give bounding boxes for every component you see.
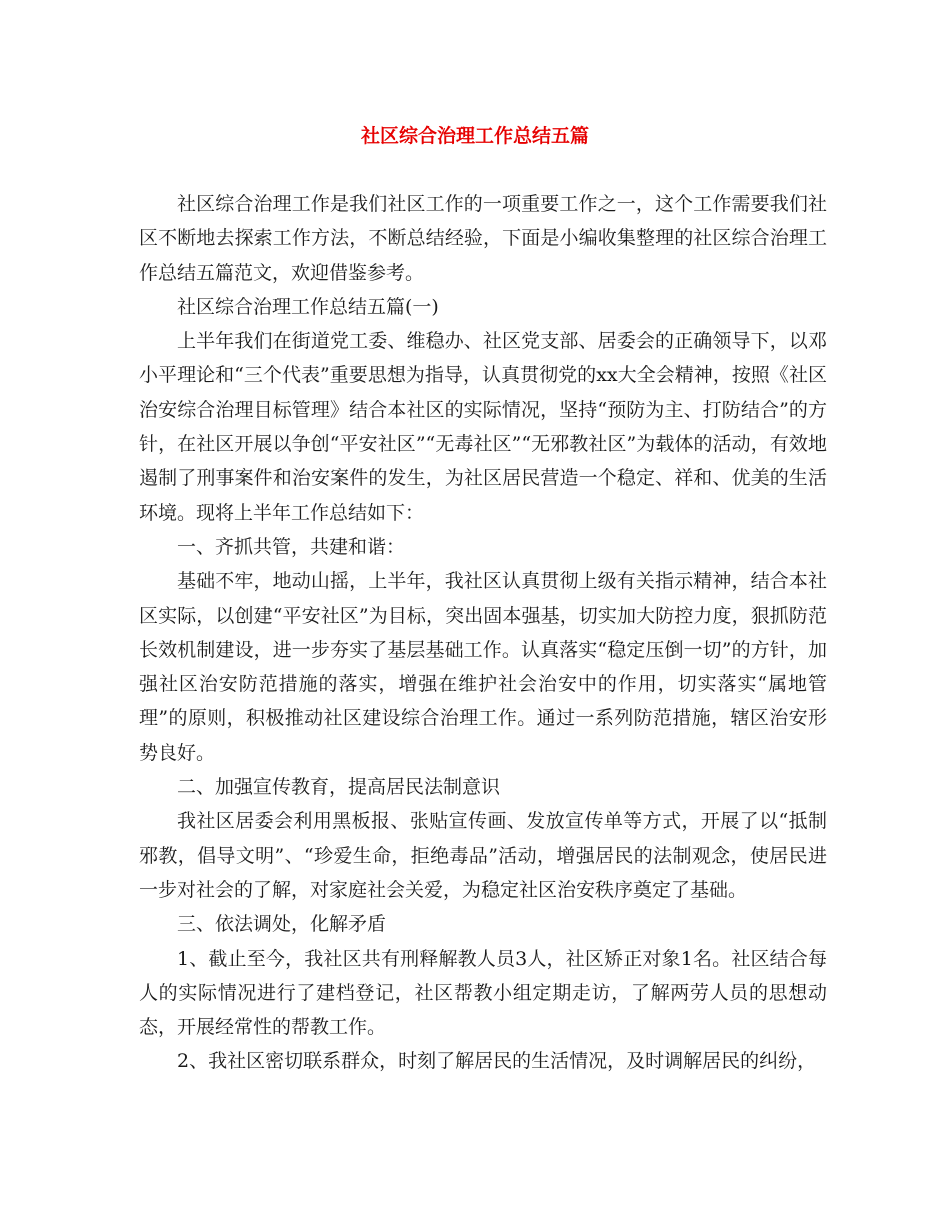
paragraph-intro: 社区综合治理工作是我们社区工作的一项重要工作之一，这个工作需要我们社区不断地去探索工作方法，不断总结经验，下面是小编收集整理的社区综合治理工作总结五篇范文，欢迎借鉴参考。 [139,193,827,284]
paragraph-overview: 上半年我们在街道党工委、维稳办、社区党支部、居委会的正确领导下，以邓小平理论和“三个代表”重要思想为指导，认真贯彻党的xx大全会精神，按照《社区治安综合治理目标管理》结合本社区的实际情况，坚持“预防为主、打防结合”的方针，在社区开展以争创“平安社区”“无毒社区”“无邪教社区”为载体的活动，有效地遏制了刑事案件和治安案件的发生，为社区居民营造一个稳定、祥和、优美的生活环境。现将上半年工作总结如下： [139,330,827,524]
subheading-one: 一、齐抓共管，共建和谐： [177,535,406,558]
subheading-two: 二、加强宣传教育，提高居民法制意识 [177,776,501,799]
paragraph-one: 基础不牢，地动山摇，上半年，我社区认真贯彻上级有关指示精神，结合本社区实际，以创建“平安社区”为目标，突出固本强基，切实加大防控力度，狠抓防范长效机制建设，进一步夯实了基层基础工作。认真落实“稳定压倒一切”的方针，加强社区治安防范措施的落实，增强在维护社会治安中的作用，切实落实“属地管理”的原则，积极推动社区建设综合治理工作。通过一系列防范措施，辖区治安形势良好。 [139,570,827,764]
paragraph-two: 我社区居委会利用黑板报、张贴宣传画、发放宣传单等方式，开展了以“抵制邪教，倡导文明”、“珍爱生命，拒绝毒品”活动，增强居民的法制观念，使居民进一步对社会的了解，对家庭社会关爱，为稳定社区治安秩序奠定了基础。 [139,810,827,901]
document-title: 社区综合治理工作总结五篇 [360,125,589,147]
subheading-three: 三、依法调处，化解矛盾 [177,913,387,936]
section-heading-part-one: 社区综合治理工作总结五篇(一) [177,295,439,318]
paragraph-three-item-two: 2、我社区密切联系群众，时刻了解居民的生活情况，及时调解居民的纠纷， [177,1050,817,1073]
document-body [139,187,827,1079]
paragraph-three-item-one: 1、截止至今，我社区共有刑释解教人员3人，社区矫正对象1名。社区结合每人的实际情况进行了建档登记，社区帮教小组定期走访，了解两劳人员的思想动态，开展经常性的帮教工作。 [139,947,827,1039]
